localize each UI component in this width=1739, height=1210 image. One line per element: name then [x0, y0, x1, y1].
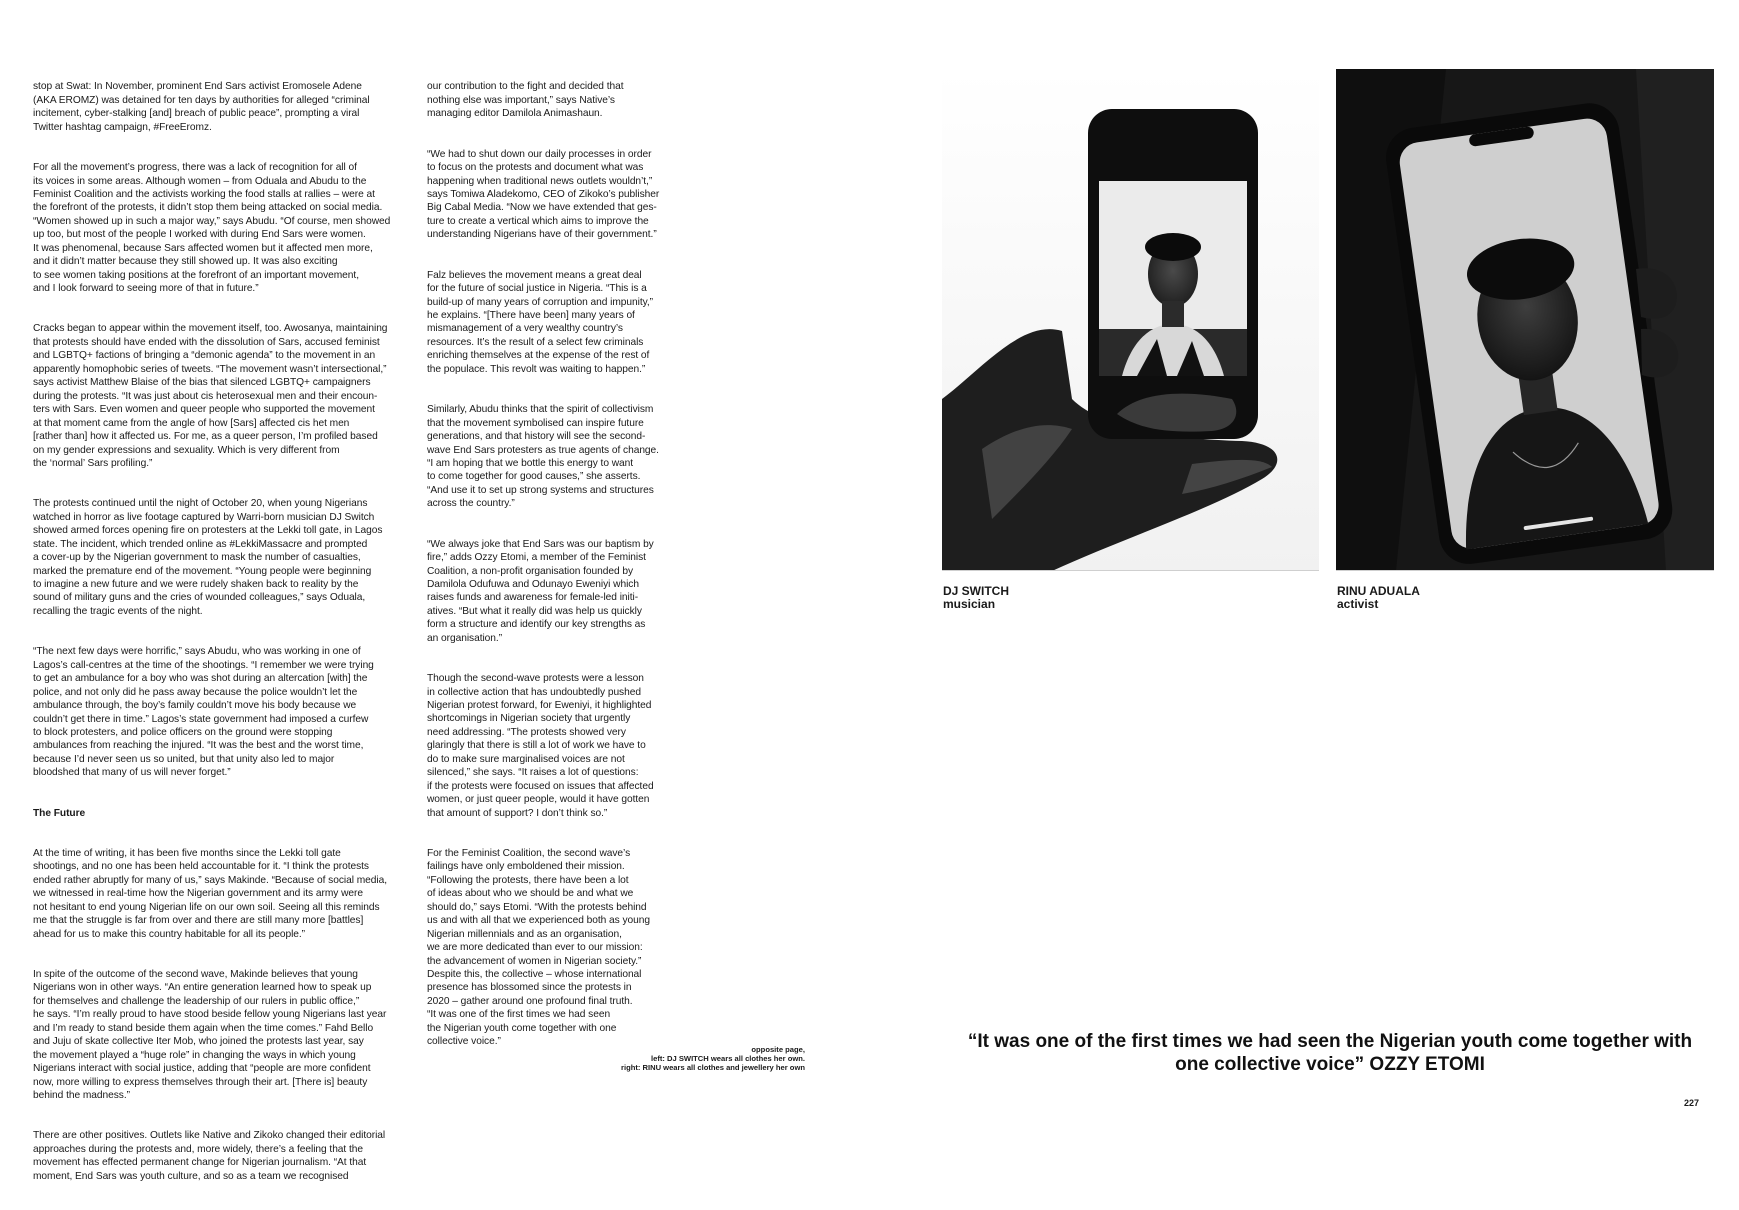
article-column-middle	[427, 67, 687, 1076]
paragraph: For all the movement’s progress, there was a lack of recognition for all of its voices in some areas. Although women – from Oduala and Abudu to the Feminist Coalition and the activists working the food stalls at rallies – were at the forefront of the protests, it didn’t stop them being attacked on social media. “Women showed up in such a major way,” says Abudu. “Of course, men showed up too, but most of the people I worked with during End Sars were women. It was phenomenal, because Sars affected women but it affected men more, and it didn’t matter because they still showed up. It was also exciting to see women taking positions at the forefront of an important movement, and I look forward to seeing more of that in future.”	[33, 162, 391, 295]
paragraph: “We always joke that End Sars was our baptism by fire,” adds Ozzy Etomi, a member of the Feminist Coalition, a non-profit organisation founded by Damilola Odufuwa and Odunayo Eweniyi which raises funds and awareness for female-led initi- atives. “But what it really did was help us quickly form a structure and identify our key strengths as an organisation.”	[427, 538, 654, 644]
caption-name: DJ SWITCH	[943, 584, 1009, 598]
paragraph: our contribution to the fight and decided that nothing else was important,” says Native’s managing editor Damilola Animashaun.	[427, 81, 624, 120]
phone-portrait-illustration	[1336, 69, 1714, 571]
caption-role: musician	[943, 597, 996, 611]
section-subheading: The Future	[33, 807, 86, 819]
paragraph: Similarly, Abudu thinks that the spirit of collectivism that the movement symbolised can inspire future generations, and that history will see the second- wave End Sars protesters as true agents of change. “I am hoping that we bottle this energy to want to come together for good causes,” she asserts. “And use it to set up strong systems and structures across the country.”	[427, 404, 659, 510]
paragraph: “The next few days were horrific,” says Abudu, who was working in one of Lagos’s call-centres at the time of the shootings. “I remember we were trying to get an ambulance for a boy who was shot during an altercation [with] the police, and not only did he pass away because the police wouldn’t let the ambulance through, the boy’s family couldn’t move his body because we couldn’t get there in time.” Lagos’s state government had imposed a curfew to block protesters, and police officers on the ground were stopping ambulances from reaching the injured. “It was the best and the worst time, because I’d never seen us so united, but that unity also led to major bloodshed that many of us will never forget.”	[33, 646, 374, 779]
paragraph: Falz believes the movement means a great deal for the future of social justice in Nigeria. “This is a build-up of many years of corruption and impunity,” he explains. “[There have been] many years of mismanagement of a very wealthy country’s resources. It’s the result of a select few criminals enriching themselves at the expense of the rest of the populace. This revolt was waiting to happen.”	[427, 269, 654, 375]
caption-role: activist	[1337, 597, 1379, 611]
phone-portrait-illustration	[942, 69, 1319, 571]
photo-dj-switch	[942, 69, 1319, 571]
caption-rule	[942, 570, 1319, 571]
paragraph: There are other positives. Outlets like Native and Zikoko changed their editorial approaches during the protests and, more widely, there’s a feeling that the movement has effected permanent change for Nigerian journalism. “At that moment, End Sars was youth culture, and so as a team we recognised	[33, 1130, 386, 1182]
paragraph: In spite of the outcome of the second wave, Makinde believes that young Nigerians won in other ways. “An entire generation learned how to speak up for themselves and challenge the leadership of our rulers in public office,” he says. “I’m really proud to have stood beside fellow young Nigerians last year and I’m ready to stand beside them again when the time comes.” Fahd Bello and Juju of skate collective Iter Mob, who joined the protests last year, say the movement played a “huge role” in changing the ways in which young Nigerians interact with social justice, adding that “people are more confident now, more willing to express themselves through their art. [There is] beauty behind the madness.”	[33, 968, 387, 1101]
paragraph: Though the second-wave protests were a lesson in collective action that has undoubtedly pushed Nigerian protest forward, for Eweniyi, it highlighted shortcomings in Nigerian society that urgently need addressing. “The protests showed very glaringly that there is still a lot of work we have to do to make sure marginalised voices are not silenced,” she says. “It raises a lot of questions: if the protests were focused on issues that affected women, or just queer people, would it have gotten that amount of support? I don’t think so.”	[427, 673, 654, 819]
pull-quote: “It was one of the first times we had seen the Nigerian youth come together with one collective voice” OZZY ETOMI	[967, 1031, 1693, 1075]
photo-rinu-aduala	[1336, 69, 1714, 571]
caption-rule	[1336, 570, 1714, 571]
paragraph: “We had to shut down our daily processes in order to focus on the protests and document what was happening when traditional news outlets wouldn’t,” says Tomiwa Aladekomo, CEO of Zikoko’s publisher Big Cabal Media. “Now we have extended that ges- ture to create a vertical which aims to improve the understanding Nigerians have of their government.”	[427, 148, 660, 241]
paragraph: stop at Swat: In November, prominent End Sars activist Eromosele Adene (AKA EROMZ) was detained for ten days by authorities for alleged “criminal incitement, cyber-stalking [and] breach of public peace”, prompting a viral Twitter hashtag campaign, #FreeEromz.	[33, 81, 370, 133]
paragraph: The protests continued until the night of October 20, when young Nigerians watched in horror as live footage captured by Warri-born musician DJ Switch showed armed forces opening fire on protesters at the Lekki toll gate, in Lagos state. The incident, which trended online as #LekkiMassacre and prompted a cover-up by the Nigerian government to mask the number of casualties, marked the premature end of the movement. “Young people were beginning to imagine a new future and we were rudely shaken back to reality by the sound of military guns and the cries of wounded colleagues,” says Oduala, recalling the tragic events of the night.	[33, 498, 383, 617]
paragraph: For the Feminist Coalition, the second wave’s failings have only emboldened their mission. “Following the protests, there have been a lot of ideas about who we should be and what we should do,” says Etomi. “With the protests behind us and with all that we experienced both as young Nigerian millennials and as an organisation, we are more dedicated than ever to our mission: the advancement of women in Nigerian society.” Despite this, the collective – whose international presence has blossomed since the protests in 2020 – gather around one profound final truth. “It was one of the first times we had seen the Nigerian youth come together with one collective voice.”	[427, 847, 650, 1048]
caption-name: RINU ADUALA	[1337, 584, 1420, 598]
paragraph: Cracks began to appear within the movement itself, too. Awosanya, maintaining that protests should have ended with the dissolution of Sars, accused feminist and LGBTQ+ factions of bringing a “demonic agenda” to the movement in an apparently homophobic series of tweets. “The movement wasn’t intersectional,” says activist Matthew Blaise of the bias that silenced LGBTQ+ campaigners during the protests. “It was just about cis heterosexual men and their encoun- ters with Sars. Even women and queer people who supported the movement at that moment came from the angle of how [Sars] affected cis het men [rather than] how it affected us. For me, as a queer person, I’m profiled based on my gender expressions and sexuality. Which is very different from the ‘normal’ Sars profiling.”	[33, 323, 388, 470]
photo-credit: opposite page, left: DJ SWITCH wears all clothes her own. right: RINU wears all clothes and jewellery her own	[621, 1045, 805, 1072]
article-column-left	[33, 67, 428, 1210]
paragraph: At the time of writing, it has been five months since the Lekki toll gate shootings, and no one has been held accountable for it. “I think the protests ended rather abruptly for many of us,” says Makinde. “Because of social media, we witnessed in real-time how the Nigerian government and its army were not hesitant to end young Nigerian life on our own soil. Seeing all this reminds me that the struggle is far from over and there are still many more [battles] ahead for us to make this country habitable for all its people.”	[33, 847, 387, 940]
page-number: 227	[1684, 1098, 1700, 1108]
